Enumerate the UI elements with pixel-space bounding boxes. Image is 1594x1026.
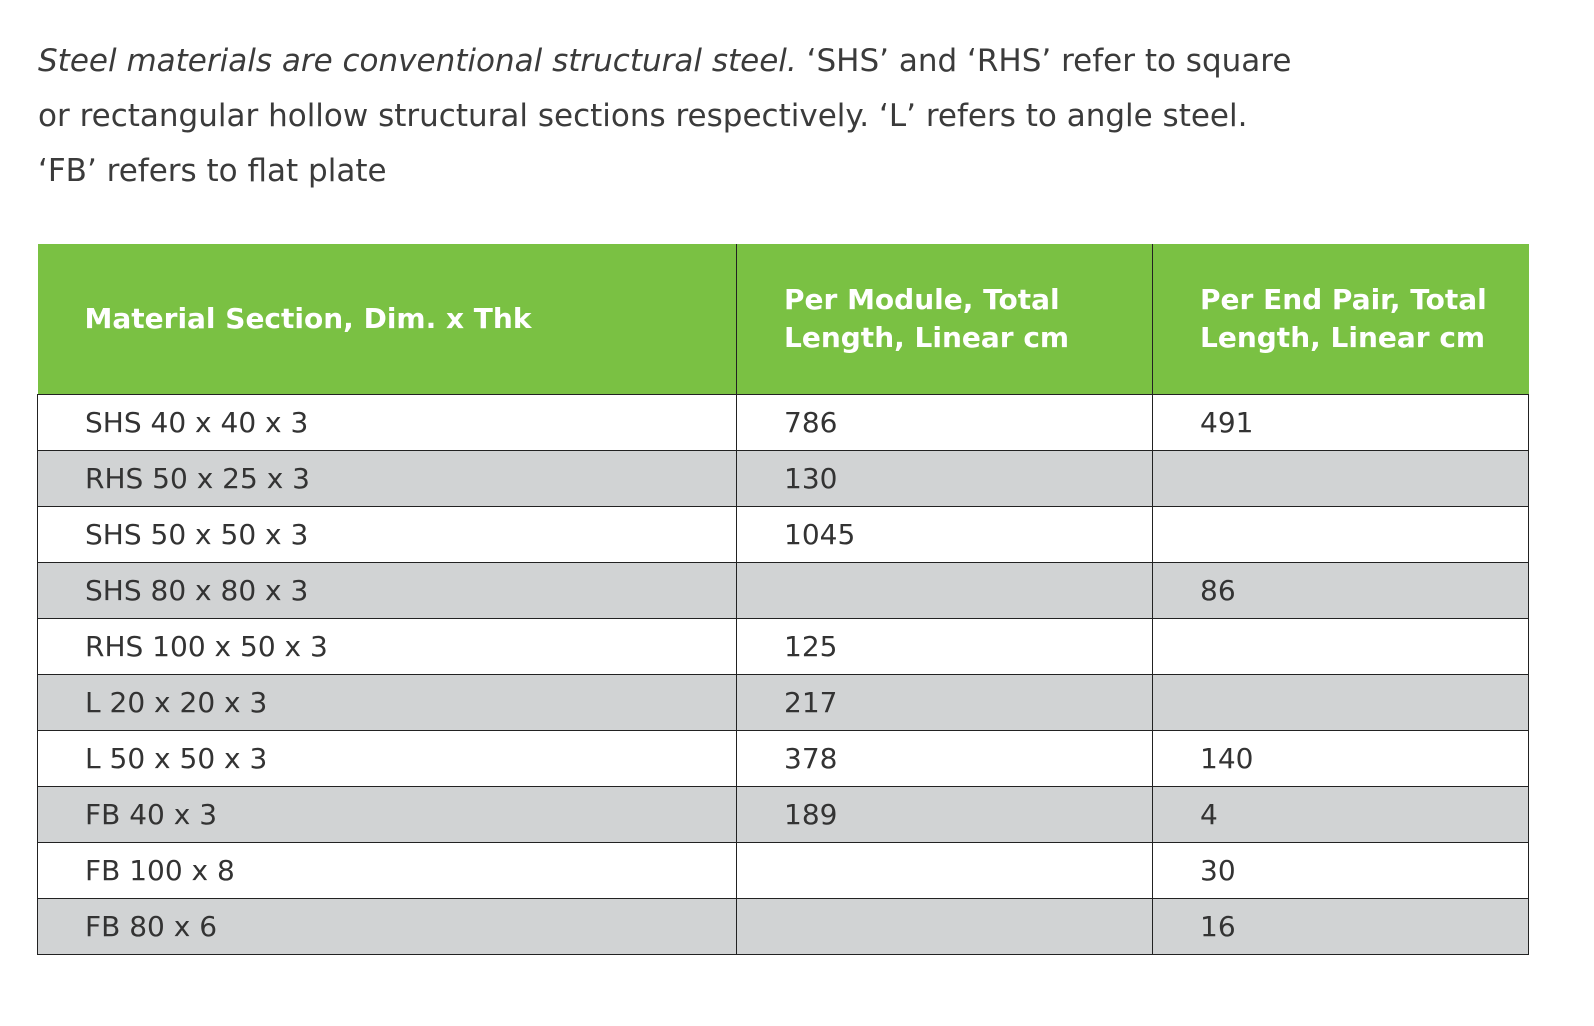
cell-per-module: 189 [737,786,1153,842]
table-row [38,394,1529,450]
cell-material: RHS 50 x 25 x 3 [38,450,737,506]
cell-per-end-pair [1153,674,1529,730]
cell-material: L 50 x 50 x 3 [38,730,737,786]
caption-line-2: or rectangular hollow structural sections respectively. ‘L’ refers to angle steel. [38,98,1248,134]
cell-per-end-pair [1153,506,1529,562]
table-body [38,394,1529,954]
caption-line-3: ‘FB’ refers to flat plate [38,153,387,189]
header-per-end-pair: Per End Pair, Total Length, Linear cm [1153,244,1529,394]
cell-per-module [737,842,1153,898]
table-row [38,450,1529,506]
cell-per-end-pair: 30 [1153,842,1529,898]
cell-per-end-pair: 86 [1153,562,1529,618]
cell-material: SHS 40 x 40 x 3 [38,394,737,450]
cell-per-end-pair: 16 [1153,898,1529,954]
cell-material: FB 40 x 3 [38,786,737,842]
cell-per-module: 125 [737,618,1153,674]
cell-per-end-pair: 4 [1153,786,1529,842]
header-per-module: Per Module, Total Length, Linear cm [737,244,1153,394]
cell-per-module: 378 [737,730,1153,786]
cell-material: L 20 x 20 x 3 [38,674,737,730]
cell-per-module [737,898,1153,954]
cell-per-module: 1045 [737,506,1153,562]
cell-per-module: 130 [737,450,1153,506]
cell-per-end-pair: 140 [1153,730,1529,786]
caption-italic-text: Steel materials are conventional structural steel. [38,43,797,79]
table-row [38,898,1529,954]
cell-material: FB 80 x 6 [38,898,737,954]
table-row [38,618,1529,674]
cell-per-end-pair [1153,618,1529,674]
header-material-section: Material Section, Dim. x Thk [38,244,737,394]
caption-line-1 [38,34,1538,89]
cell-material: SHS 80 x 80 x 3 [38,562,737,618]
table-row [38,562,1529,618]
table-row [38,506,1529,562]
cell-per-module: 217 [737,674,1153,730]
table-header [38,244,1529,394]
caption-line-1-rest: ‘SHS’ and ‘RHS’ refer to square [796,43,1292,79]
cell-per-module [737,562,1153,618]
table-caption [38,34,1538,199]
cell-material: RHS 100 x 50 x 3 [38,618,737,674]
table-row [38,842,1529,898]
cell-per-end-pair: 491 [1153,394,1529,450]
table-row [38,674,1529,730]
table-row [38,786,1529,842]
table-row [38,730,1529,786]
header-row [38,244,1529,394]
steel-materials-table [37,244,1529,955]
cell-material: FB 100 x 8 [38,842,737,898]
cell-per-module: 786 [737,394,1153,450]
cell-per-end-pair [1153,450,1529,506]
cell-material: SHS 50 x 50 x 3 [38,506,737,562]
